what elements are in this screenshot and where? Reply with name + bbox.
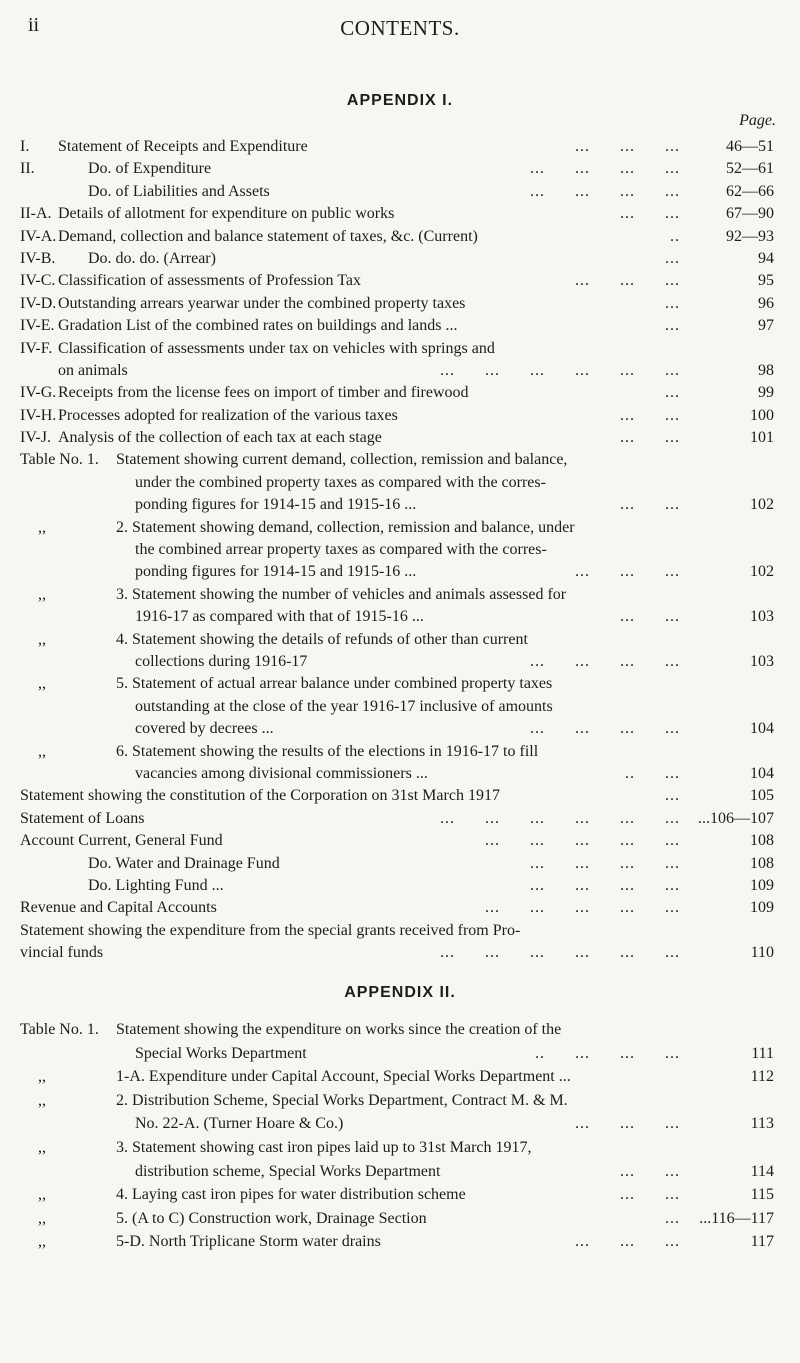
- toc-entry-label: ,,: [38, 1233, 46, 1251]
- toc-entry-leader: ... ... ...: [575, 138, 680, 155]
- toc-entry-text: Details of allotment for expenditure on public works: [58, 205, 395, 223]
- toc-entry-page: 100: [750, 406, 774, 424]
- toc-entry-text: 2. Distribution Scheme, Special Works Department, Contract M. & M.: [116, 1091, 568, 1109]
- toc-entry-label: ,,: [38, 742, 46, 760]
- toc-entry: [0, 673, 800, 695]
- toc-entry-leader: ...: [665, 317, 680, 335]
- toc-entry-leader: ...: [665, 787, 680, 805]
- toc-entry: [0, 181, 800, 203]
- toc-entry-text: on animals: [58, 361, 128, 379]
- toc-entry-leader: ... ... ... ...: [530, 854, 680, 872]
- toc-entry-page: 108: [750, 854, 774, 872]
- toc-entry-text: collections during 1916-17: [135, 652, 308, 670]
- appendix-2-list: [0, 1018, 800, 1254]
- toc-entry: [0, 517, 800, 539]
- toc-entry-page: 92—93: [726, 227, 774, 245]
- toc-entry-text: 4. Statement showing the details of refunds of other than current: [116, 630, 528, 648]
- toc-entry-label: ,,: [38, 518, 46, 536]
- toc-entry: [0, 1136, 800, 1160]
- toc-entry: [0, 763, 800, 785]
- toc-entry: [0, 315, 800, 337]
- toc-entry-label: Statement showing the expenditure from the special grants received from Pro-: [20, 921, 521, 939]
- toc-entry: [0, 360, 800, 382]
- toc-entry-leader: ... ... ... ...: [530, 182, 680, 200]
- toc-entry: [0, 696, 800, 718]
- toc-entry-label: IV-G.: [20, 384, 57, 402]
- toc-entry-page: 52—61: [726, 160, 774, 178]
- toc-entry-text: Statement of Receipts and Expenditure: [58, 138, 308, 155]
- toc-entry: [0, 449, 800, 471]
- toc-entry-text: vacancies among divisional commissioners ...: [135, 764, 428, 782]
- page-header: [0, 14, 800, 44]
- toc-entry: [0, 270, 800, 292]
- toc-entry-text: 5. (A to C) Construction work, Drainage Section: [116, 1209, 427, 1227]
- toc-entry-leader: ... ... ... ... ... ...: [440, 809, 680, 827]
- toc-entry-text: under the combined property taxes as compared with the corres-: [135, 473, 546, 491]
- toc-entry: [0, 1065, 800, 1089]
- toc-entry: [0, 629, 800, 651]
- toc-entry-leader: .. ... ... ...: [535, 1044, 680, 1062]
- toc-entry-text: 5. Statement of actual arrear balance under combined property taxes: [116, 675, 553, 693]
- toc-entry-label: Table No. 1.: [20, 451, 99, 469]
- toc-entry-page: 109: [750, 899, 774, 917]
- toc-entry: [0, 539, 800, 561]
- toc-entry: [0, 561, 800, 583]
- toc-entry-label: IV-B.: [20, 249, 56, 267]
- toc-entry: [0, 1112, 800, 1136]
- toc-entry-leader: ... ...: [620, 1186, 680, 1204]
- toc-entry-text: Classification of assessments of Profession Tax: [58, 272, 361, 290]
- toc-entry-leader: ... ... ...: [575, 563, 680, 581]
- toc-entry: [0, 584, 800, 606]
- toc-entry: [0, 1018, 800, 1042]
- toc-entry: [0, 718, 800, 740]
- toc-entry: [0, 338, 800, 360]
- toc-entry-leader: ... ... ... ... ...: [485, 899, 680, 917]
- toc-entry-page: 103: [750, 608, 774, 626]
- toc-entry-text: covered by decrees ...: [135, 720, 274, 738]
- toc-entry-leader: ...: [665, 294, 680, 312]
- page-number: ii: [28, 14, 40, 36]
- toc-entry-page: 98: [758, 361, 774, 379]
- appendix-2-heading: APPENDIX II.: [344, 984, 456, 1001]
- toc-entry: [0, 1089, 800, 1113]
- toc-entry-leader: ... ...: [620, 608, 680, 626]
- toc-entry-text: outstanding at the close of the year 1916-17 inclusive of amounts: [135, 697, 553, 715]
- toc-entry-text: Special Works Department: [135, 1044, 307, 1062]
- toc-entry: [0, 875, 800, 897]
- toc-entry-label: Revenue and Capital Accounts: [20, 899, 217, 917]
- toc-entry: [0, 248, 800, 270]
- toc-entry-text: Processes adopted for realization of the various taxes: [58, 406, 398, 424]
- toc-entry-page: ...116—117: [699, 1209, 774, 1227]
- toc-entry: [0, 405, 800, 427]
- toc-entry-page: 109: [750, 876, 774, 894]
- toc-entry: [0, 1183, 800, 1207]
- toc-entry-text: Do. Water and Drainage Fund: [88, 854, 280, 872]
- toc-entry-page: 104: [750, 764, 774, 782]
- toc-entry-page: 110: [750, 944, 774, 962]
- toc-entry-page: 96: [758, 294, 774, 312]
- toc-entry: [0, 853, 800, 875]
- toc-entry-leader: ... ... ... ... ... ...: [440, 944, 680, 962]
- toc-entry-label: II.: [20, 160, 35, 178]
- toc-entry-label: IV-E.: [20, 317, 55, 335]
- toc-entry-label: IV-D.: [20, 294, 57, 312]
- toc-entry-page: ...106—107: [698, 809, 774, 827]
- toc-entry-text: Do. Lighting Fund ...: [88, 876, 224, 894]
- toc-entry: [0, 203, 800, 225]
- toc-entry-page: 67—90: [726, 205, 774, 223]
- toc-entry-text: the combined arrear property taxes as compared with the corres-: [135, 541, 547, 559]
- toc-entry-leader: .. ...: [625, 764, 680, 782]
- toc-entry-page: 97: [758, 317, 774, 335]
- toc-entry-text: Statement showing the expenditure on works since the creation of the: [116, 1021, 562, 1038]
- toc-entry: [0, 427, 800, 449]
- toc-entry-label: vincial funds: [20, 944, 104, 962]
- toc-entry-leader: ... ...: [620, 429, 680, 447]
- toc-entry-leader: ... ...: [620, 406, 680, 424]
- toc-entry: [0, 1230, 800, 1254]
- toc-entry: [0, 942, 800, 964]
- toc-entry-text: Analysis of the collection of each tax at each stage: [58, 429, 382, 447]
- toc-entry-label: Account Current, General Fund: [20, 832, 223, 850]
- toc-entry: [0, 136, 800, 158]
- toc-entry-page: 46—51: [726, 138, 774, 155]
- toc-entry-leader: ... ... ... ...: [530, 720, 680, 738]
- appendix-1-list: [0, 136, 800, 964]
- toc-entry-label: ,,: [38, 585, 46, 603]
- toc-entry-label: ,,: [38, 1209, 46, 1227]
- toc-entry: [0, 1160, 800, 1184]
- toc-entry-page: 104: [750, 720, 774, 738]
- toc-entry-leader: ... ... ... ... ... ...: [440, 361, 680, 379]
- toc-entry: [0, 472, 800, 494]
- toc-entry-label: ,,: [38, 675, 46, 693]
- toc-entry-leader: ... ... ... ...: [530, 876, 680, 894]
- toc-entry: [0, 808, 800, 830]
- toc-entry-label: IV-A.: [20, 227, 57, 245]
- toc-entry: [0, 382, 800, 404]
- toc-entry-text: 6. Statement showing the results of the elections in 1916-17 to fill: [116, 742, 539, 760]
- toc-entry-leader: ...: [665, 249, 680, 267]
- toc-entry: [0, 897, 800, 919]
- toc-entry: [0, 158, 800, 180]
- toc-entry-page: 112: [750, 1068, 774, 1086]
- toc-entry-label: ,,: [38, 1091, 46, 1109]
- toc-entry-leader: ... ... ... ... ...: [485, 832, 680, 850]
- toc-entry-label: IV-J.: [20, 429, 51, 447]
- toc-entry-leader: ... ... ...: [575, 1233, 680, 1251]
- toc-entry-leader: ... ...: [620, 496, 680, 514]
- toc-entry: [0, 741, 800, 763]
- toc-entry-label: IV-C.: [20, 272, 56, 290]
- appendix-1-heading: APPENDIX I.: [346, 92, 454, 109]
- toc-entry-leader: ..: [670, 227, 680, 245]
- toc-entry-text: 1916-17 as compared with that of 1915-16 ...: [135, 608, 424, 626]
- toc-entry-text: 3. Statement showing cast iron pipes laid up to 31st March 1917,: [116, 1138, 532, 1156]
- toc-entry-text: 5-D. North Triplicane Storm water drains: [116, 1233, 381, 1251]
- toc-entry-text: Outstanding arrears yearwar under the combined property taxes: [58, 294, 466, 312]
- toc-entry-label: II-A.: [20, 205, 52, 223]
- toc-entry: [0, 785, 800, 807]
- toc-entry-label: IV-H.: [20, 406, 57, 424]
- toc-entry-text: ponding figures for 1914-15 and 1915-16 ...: [135, 563, 417, 581]
- toc-entry-page: 113: [750, 1115, 774, 1133]
- toc-entry: [0, 606, 800, 628]
- toc-entry-page: 62—66: [726, 182, 774, 200]
- toc-entry-text: Classification of assessments under tax on vehicles with springs and: [58, 339, 495, 357]
- toc-entry-page: 102: [750, 496, 774, 514]
- toc-entry: [0, 1207, 800, 1231]
- toc-entry-page: 105: [750, 787, 774, 805]
- toc-entry-text: Receipts from the license fees on import of timber and firewood: [58, 384, 469, 402]
- toc-entry-leader: ...: [665, 1209, 680, 1227]
- page-title: CONTENTS.: [340, 16, 460, 40]
- toc-entry: [0, 651, 800, 673]
- toc-entry: [0, 494, 800, 516]
- toc-entry-page: 111: [751, 1044, 774, 1062]
- toc-entry-page: 101: [750, 429, 774, 447]
- toc-entry-page: 103: [750, 652, 774, 670]
- toc-entry-leader: ... ... ...: [575, 272, 680, 290]
- toc-entry: [0, 1042, 800, 1066]
- toc-entry-text: Do. do. do. (Arrear): [88, 249, 216, 267]
- toc-entry-label: ,,: [38, 630, 46, 648]
- toc-entry-page: 95: [758, 272, 774, 290]
- toc-entry-text: Do. of Expenditure: [88, 160, 212, 178]
- toc-entry-page: 102: [750, 563, 774, 581]
- toc-entry-label: IV-F.: [20, 339, 53, 357]
- toc-entry-text: distribution scheme, Special Works Department: [135, 1162, 441, 1180]
- toc-entry-text: 1-A. Expenditure under Capital Account, Special Works Department ...: [116, 1068, 571, 1086]
- toc-entry-leader: ... ... ...: [575, 1115, 680, 1133]
- toc-entry-page: 99: [758, 384, 774, 402]
- toc-entry-text: 4. Laying cast iron pipes for water distribution scheme: [116, 1186, 466, 1204]
- toc-entry-page: 115: [750, 1186, 774, 1204]
- toc-entry: [0, 293, 800, 315]
- toc-entry-page: 94: [758, 249, 774, 267]
- toc-entry-text: Statement showing current demand, collection, remission and balance,: [116, 451, 568, 469]
- toc-entry-text: Gradation List of the combined rates on buildings and lands ...: [58, 317, 458, 335]
- toc-entry-text: 2. Statement showing demand, collection, remission and balance, under: [116, 518, 575, 536]
- toc-entry-page: 117: [750, 1233, 774, 1251]
- page-column-label: Page.: [739, 112, 776, 129]
- toc-entry-text: Do. of Liabilities and Assets: [88, 182, 270, 200]
- toc-entry: [0, 830, 800, 852]
- toc-entry-text: No. 22-A. (Turner Hoare & Co.): [135, 1115, 344, 1133]
- toc-entry-page: 108: [750, 832, 774, 850]
- toc-entry-label: Statement of Loans: [20, 809, 145, 827]
- toc-entry: [0, 226, 800, 248]
- toc-entry-label: Table No. 1.: [20, 1021, 99, 1038]
- toc-entry-text: Demand, collection and balance statement of taxes, &c. (Current): [58, 227, 478, 245]
- toc-entry-text: ponding figures for 1914-15 and 1915-16 ...: [135, 496, 417, 514]
- toc-entry-label: ,,: [38, 1138, 46, 1156]
- toc-entry-page: 114: [750, 1162, 774, 1180]
- toc-entry: [0, 920, 800, 942]
- toc-entry-label: ,,: [38, 1068, 46, 1086]
- toc-entry-label: I.: [20, 138, 30, 155]
- toc-entry-leader: ...: [665, 384, 680, 402]
- toc-entry-text: 3. Statement showing the number of vehicles and animals assessed for: [116, 585, 567, 603]
- toc-entry-leader: ... ...: [620, 1162, 680, 1180]
- toc-entry-label: Statement showing the constitution of the Corporation on 31st March 1917: [20, 787, 500, 805]
- toc-entry-leader: ... ... ... ...: [530, 160, 680, 178]
- toc-entry-leader: ... ... ... ...: [530, 652, 680, 670]
- toc-entry-label: ,,: [38, 1186, 46, 1204]
- toc-entry-leader: ... ...: [620, 205, 680, 223]
